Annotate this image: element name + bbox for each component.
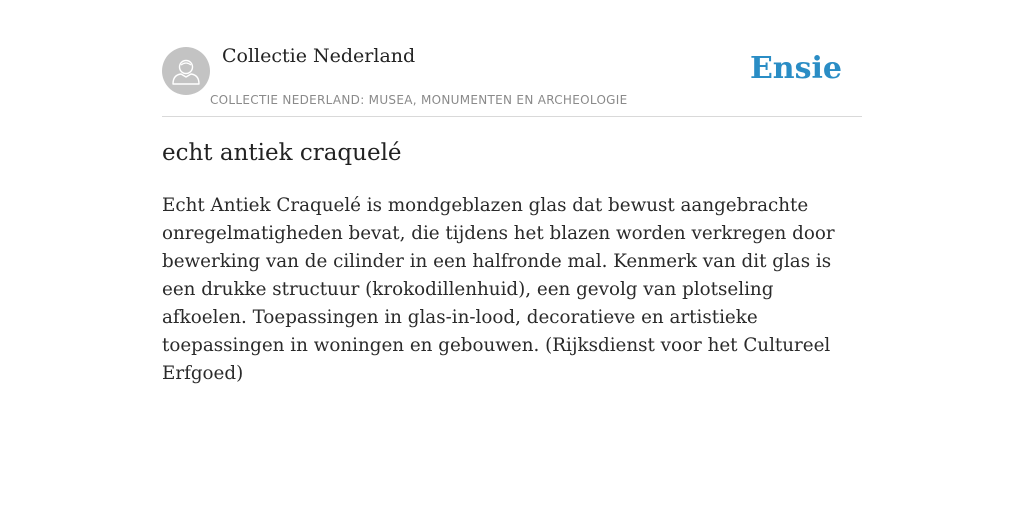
article-title: echt antiek craquelé [162,140,402,166]
page-container [162,0,862,384]
ensie-logo[interactable]: Ensie [749,51,842,86]
user-avatar-icon[interactable] [162,47,210,95]
article-body: Echt Antiek Craquelé is mondgeblazen glas dat bewust aangebrachte onregelmatigheden bevat, die tijdens het blazen worden verkregen door bewerking van de cilinder in een halfronde mal. Kenmerk van dit glas is een drukke structuur (krokodillenhuid), een gevolg van plotseling afkoelen. Toepassingen in glas-in-lood, decoratieve en artistieke toepassingen in woningen en gebouwen. (Rijksdienst voor het Cultureel Erfgoed) [162,195,835,384]
author-name[interactable]: Collectie Nederland [222,45,416,67]
header [162,0,862,117]
author-subtitle[interactable]: COLLECTIE NEDERLAND: MUSEA, MONUMENTEN EN ARCHEOLOGIE [210,93,628,107]
